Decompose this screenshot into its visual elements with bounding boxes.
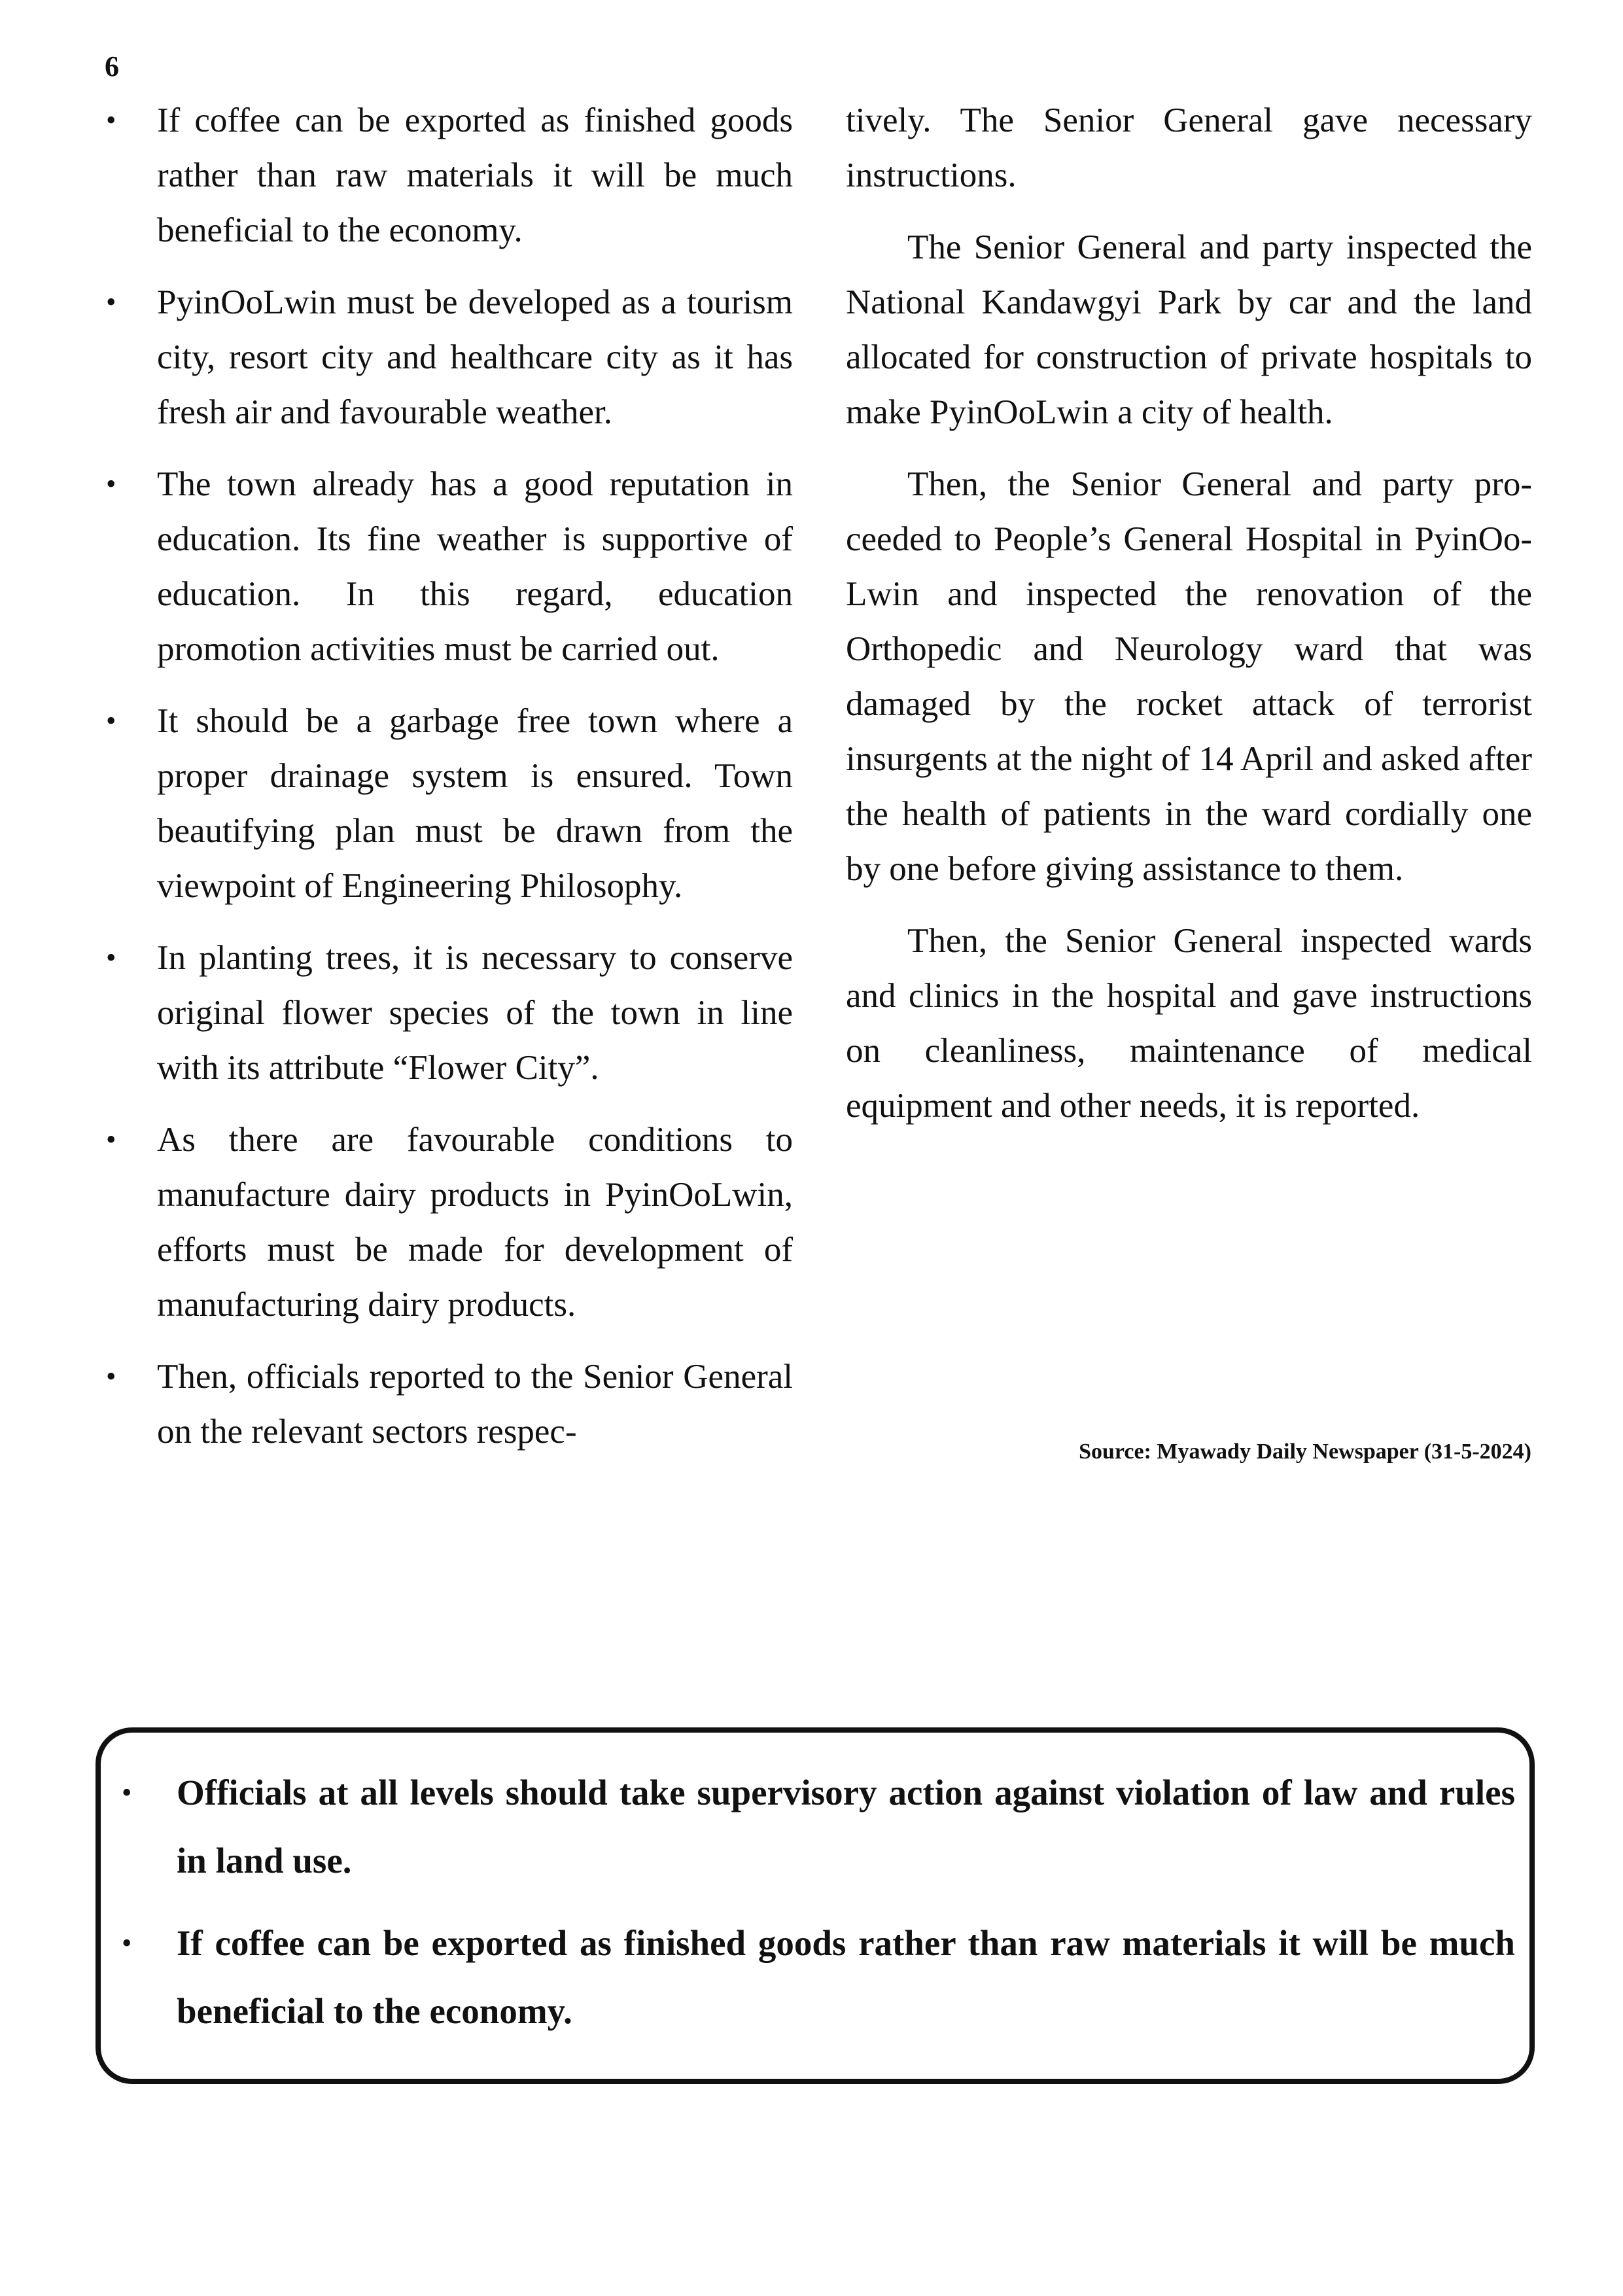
bullet-icon: • bbox=[106, 942, 116, 974]
bullet-text: Then, officials reported to the Senior General on the relevant sectors respec- bbox=[157, 1358, 793, 1451]
right-column bbox=[846, 93, 1532, 1150]
callout-text: Officials at all levels should take supervisory action against violation of law and rules in land use. bbox=[177, 1773, 1515, 1881]
paragraph-continuation: tively. The Senior General gave necessary instructions. bbox=[846, 101, 1532, 194]
paragraph: The Senior General and party inspected the National Kandawgyi Park by car and the land allocated for construction of private hospitals to make PyinOoLwin a city of health. bbox=[846, 228, 1532, 431]
left-column bbox=[105, 93, 793, 1476]
list-item bbox=[105, 457, 793, 677]
bullet-icon: • bbox=[122, 1927, 132, 1959]
bullet-icon: • bbox=[106, 286, 116, 318]
bullet-icon: • bbox=[106, 705, 116, 737]
list-item bbox=[105, 1349, 793, 1459]
page-number: 6 bbox=[105, 50, 119, 82]
bullet-text: As there are favourable conditions to manufacture dairy products in PyinOoLwin, efforts must be made for development of manufacturing dairy products. bbox=[157, 1121, 793, 1324]
paragraph: Then, the Senior General and party proceeded to People’s General Hospital in PyinOo- Lwin and inspected the renovation of the Orthopedic and Neurology ward that was damaged by the rocket attack of terrorist insurgents at the night of 14 April and asked after the health of patients in the ward cordially one by one before giving assistance to them. bbox=[846, 465, 1532, 888]
list-item bbox=[105, 930, 793, 1095]
bullet-text: It should be a garbage free town where a proper drainage system is ensured. Town beautifying plan must be drawn from the viewpoint of Engineering Philosophy. bbox=[157, 702, 793, 905]
list-item bbox=[105, 275, 793, 440]
callout-text: If coffee can be exported as finished goods rather than raw materials it will be much beneficial to the economy. bbox=[177, 1923, 1515, 2031]
bullet-icon: • bbox=[106, 468, 116, 500]
bullet-icon: • bbox=[106, 1123, 116, 1156]
list-item bbox=[122, 1909, 1515, 2045]
bullet-text: The town already has a good reputation in education. Its fine weather is supportive of education. In this regard, education promotion activities must be carried out. bbox=[157, 465, 793, 668]
callout-box bbox=[96, 1727, 1535, 2084]
list-item bbox=[105, 694, 793, 913]
bullet-icon: • bbox=[106, 104, 116, 136]
list-item bbox=[105, 93, 793, 258]
bullet-icon: • bbox=[122, 1776, 132, 1809]
paragraph: Then, the Senior General inspected wards and clinics in the hospital and gave instructions on cleanliness, maintenance of medical equipment and other needs, it is reported. bbox=[846, 922, 1532, 1125]
list-item bbox=[122, 1759, 1515, 1895]
bullet-icon: • bbox=[106, 1360, 116, 1392]
source-citation: Source: Myawady Daily Newspaper (31-5-2024) bbox=[1079, 1439, 1531, 1464]
bullet-text: If coffee can be exported as finished goods rather than raw materials it will be much beneficial to the economy. bbox=[157, 101, 793, 249]
bullet-text: In planting trees, it is necessary to conserve original flower species of the town in line with its attribute “Flower City”. bbox=[157, 939, 793, 1087]
left-bullet-list bbox=[105, 93, 793, 1459]
callout-list bbox=[122, 1759, 1515, 2060]
bullet-text: PyinOoLwin must be developed as a tourism city, resort city and healthcare city as it has fresh air and favourable weather. bbox=[157, 283, 793, 431]
list-item bbox=[105, 1112, 793, 1332]
